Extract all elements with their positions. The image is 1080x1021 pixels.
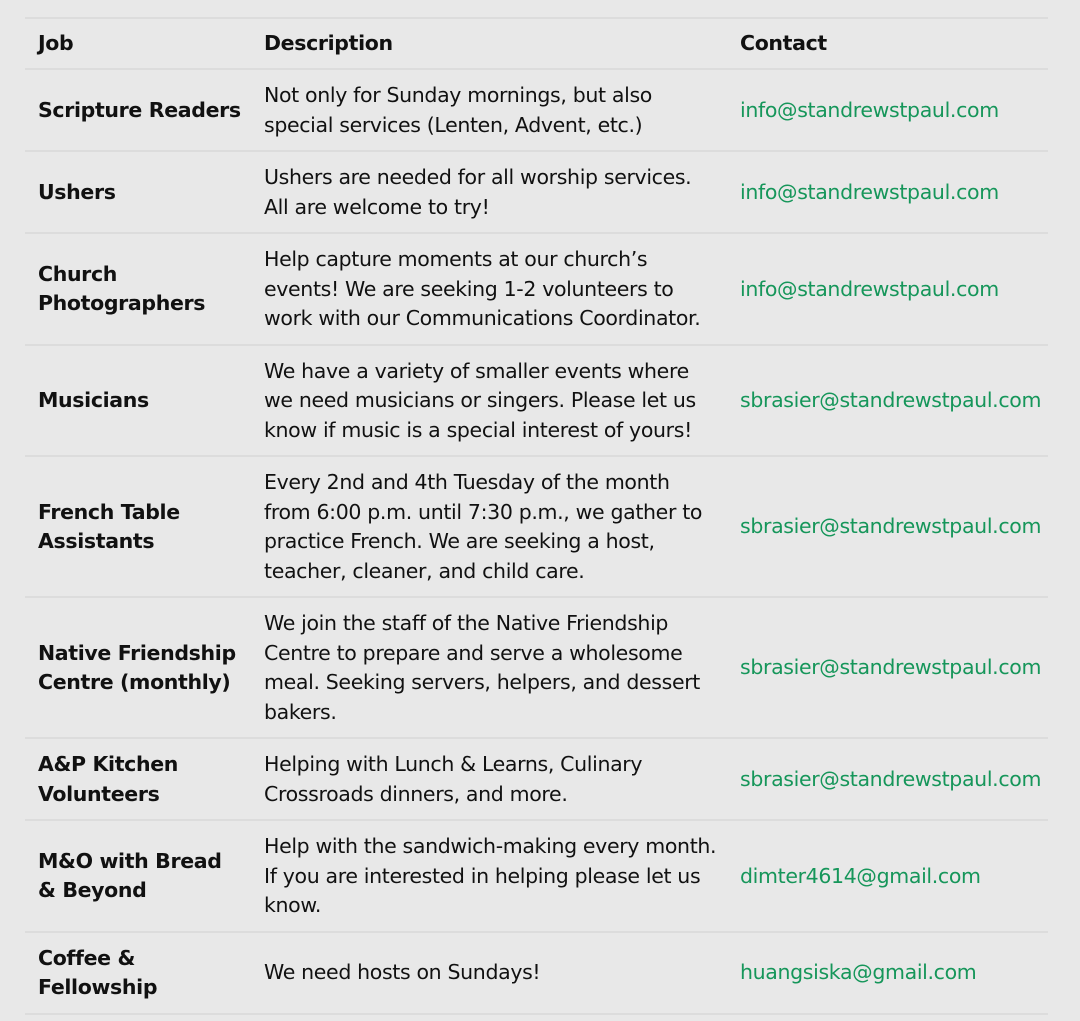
contact-cell [727, 932, 1048, 1014]
contact-email-link[interactable]: sbrasier@standrewstpaul.com [740, 514, 1042, 539]
job-title: M&O with Bread & Beyond [25, 820, 251, 932]
volunteer-jobs-table-wrapper [25, 17, 1048, 1015]
contact-cell [727, 738, 1048, 820]
contact-email-link[interactable]: huangsiska@gmail.com [740, 960, 977, 985]
contact-email-link[interactable]: sbrasier@standrewstpaul.com [740, 766, 1042, 791]
contact-cell [727, 597, 1048, 738]
volunteer-jobs-table [25, 17, 1048, 1015]
table-row [25, 738, 1048, 820]
table-row [25, 597, 1048, 738]
column-header-description: Description [251, 18, 727, 69]
contact-cell [727, 345, 1048, 457]
job-description: Help capture moments at our church’s events! We are seeking 1-2 volunteers to work with our Communications Coordinator. [251, 233, 727, 345]
job-title: Church Photographers [25, 233, 251, 345]
table-row [25, 820, 1048, 932]
contact-cell [727, 456, 1048, 597]
table-row [25, 233, 1048, 345]
contact-email-link[interactable]: info@standrewstpaul.com [740, 276, 999, 301]
job-title: Ushers [25, 151, 251, 233]
table-header [25, 18, 1048, 69]
table-row [25, 456, 1048, 597]
contact-cell [727, 233, 1048, 345]
job-title: Coffee & Fellowship [25, 932, 251, 1014]
contact-cell [727, 820, 1048, 932]
job-description: Every 2nd and 4th Tuesday of the month from 6:00 p.m. until 7:30 p.m., we gather to practice French. We are seeking a host, teacher, cleaner, and child care. [251, 456, 727, 597]
contact-email-link[interactable]: info@standrewstpaul.com [740, 179, 999, 204]
job-description: Ushers are needed for all worship services. All are welcome to try! [251, 151, 727, 233]
contact-cell [727, 151, 1048, 233]
job-description: We join the staff of the Native Friendship Centre to prepare and serve a wholesome meal. Seeking servers, helpers, and dessert bakers. [251, 597, 727, 738]
contact-email-link[interactable]: sbrasier@standrewstpaul.com [740, 388, 1042, 412]
job-description: We need hosts on Sundays! [251, 932, 727, 1014]
job-description: Not only for Sunday mornings, but also special services (Lenten, Advent, etc.) [251, 69, 727, 151]
contact-email-link[interactable]: info@standrewstpaul.com [740, 97, 999, 122]
job-title: French Table Assistants [25, 456, 251, 597]
column-header-job: Job [25, 18, 251, 69]
header-row [25, 18, 1048, 69]
contact-cell [727, 69, 1048, 151]
job-title: Native Friendship Centre (monthly) [25, 597, 251, 738]
contact-email-link[interactable]: sbrasier@standrewstpaul.com [740, 655, 1042, 680]
table-row [25, 932, 1048, 1014]
job-title: Scripture Readers [25, 69, 251, 151]
job-title: Musicians [25, 345, 251, 457]
table-row [25, 69, 1048, 151]
job-description: Helping with Lunch & Learns, Culinary Crossroads dinners, and more. [251, 738, 727, 820]
table-row [25, 151, 1048, 233]
column-header-contact: Contact [727, 18, 1048, 69]
job-title: A&P Kitchen Volunteers [25, 738, 251, 820]
table-row [25, 345, 1048, 457]
table-body [25, 69, 1048, 1014]
job-description: We have a variety of smaller events where we need musicians or singers. Please let us know if music is a special interest of yours! [251, 345, 727, 457]
contact-email-link[interactable]: dimter4614@gmail.com [740, 863, 981, 888]
job-description: Help with the sandwich-making every month. If you are interested in helping please let us know. [251, 820, 727, 932]
